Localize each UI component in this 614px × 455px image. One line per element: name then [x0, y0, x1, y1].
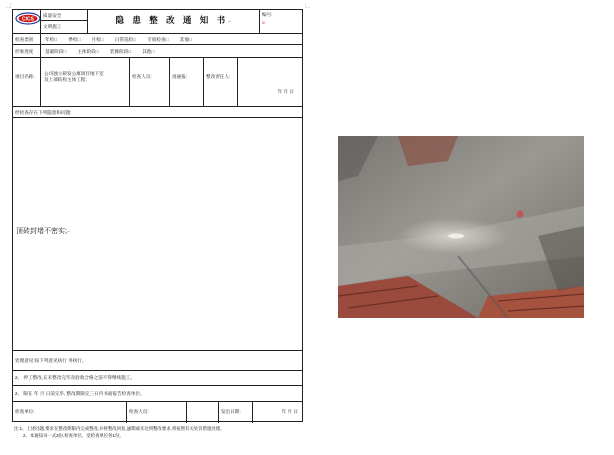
header-category-cell — [40, 10, 87, 33]
inspection-type-option[interactable]: 年检□ — [45, 37, 57, 42]
stage-option[interactable]: 主体阶段□ — [77, 49, 99, 54]
project-inspector-label: 检查人员: — [129, 58, 169, 106]
logo-cell — [13, 10, 40, 33]
inspection-type-option[interactable]: 日常巡检□ — [114, 37, 136, 42]
number-value: α — [262, 20, 265, 25]
project-label: 项目名称: — [15, 74, 35, 79]
stage-option[interactable]: 基础阶段□ — [45, 49, 67, 54]
issue-text: 顶砖封堵不密实; — [16, 228, 67, 235]
civil-title: 文明施工 — [43, 24, 62, 29]
paragraph-mark: ↵ — [228, 19, 232, 24]
handling-opinion: 处理意见:按下列意见执行 务执行。 — [15, 358, 87, 363]
project-row — [13, 58, 302, 107]
inspection-type-option[interactable]: 月检□ — [91, 37, 104, 42]
crop-mark-top-left — [6, 3, 11, 8]
inspection-type-options — [40, 34, 302, 44]
rectification-notice-document — [12, 9, 305, 438]
stage-option[interactable]: 装修阶段□ — [109, 49, 132, 54]
findings-intro-row — [13, 107, 302, 118]
signature-blank-cell — [186, 402, 218, 423]
notice-form — [12, 9, 303, 422]
note-line2: 2、本通知书一式3份,检查单位、受检查单位各1份。 — [23, 433, 124, 438]
handling-opinion-row — [13, 351, 302, 371]
signature-issue-date-label: 发出日期: — [218, 402, 252, 423]
handling-item2: 2、 停工整改,在未整改完毕及验收合格之前不得继续施工。 — [15, 375, 135, 380]
number-cell — [259, 10, 302, 33]
findings-issue — [16, 229, 70, 350]
logo-text: CICS — [22, 16, 34, 23]
paragraph-mark: ↵ — [66, 229, 71, 234]
signature-date: 年 月 日 — [281, 409, 298, 414]
notice-title-cell — [87, 10, 259, 33]
inspection-type-option[interactable]: 季检□ — [68, 37, 81, 42]
project-name-cell — [40, 58, 129, 106]
handling-item3: 2、 限在 年 月 日前完毕, 整改期限完三日内书面报告检查单位。 — [15, 391, 145, 396]
handling-item2-row — [13, 371, 302, 386]
findings-intro: 经检查存在下列隐患和问题: — [15, 110, 72, 115]
inspection-type-option[interactable]: 专项检查□ — [147, 37, 169, 42]
stage-label: 形象进度 — [15, 49, 34, 54]
stage-row — [13, 45, 302, 58]
findings-body-row — [13, 118, 302, 351]
number-label: 编号: — [262, 12, 273, 17]
stage-options — [40, 45, 302, 57]
project-accompany-label: 再通报: — [169, 58, 203, 106]
inspection-type-label: 检查类别 — [15, 37, 34, 42]
note-line1: 注:1、上述问题,要求在整改期限内完成整改,并将整改回复,逾期或未达到整改要求,将按照有关处罚措施处理。 — [14, 426, 225, 431]
project-name-line1: 公司独立研发公寓项目地下室 — [44, 71, 104, 76]
signature-date-cell — [252, 402, 302, 423]
inspection-type-option[interactable]: 其他□ — [179, 37, 192, 42]
inspection-type-row — [13, 34, 302, 45]
project-date: 年 月 日 — [277, 89, 294, 94]
notes — [14, 425, 314, 439]
handling-item3-row — [13, 386, 302, 402]
signature-row — [13, 402, 302, 423]
crop-mark-top-right — [305, 3, 310, 8]
stage-option[interactable]: 其他□ — [142, 49, 155, 54]
signature-inspector-label: 检查人员: — [126, 402, 186, 423]
project-rectifier-label: 整改责任人: — [203, 58, 237, 106]
company-logo — [15, 12, 41, 25]
signature-unit-label: 检查单位: — [15, 409, 35, 414]
site-photo — [338, 136, 584, 318]
header-row — [13, 10, 302, 34]
notice-title: 隐 患 整 改 通 知 书 — [115, 15, 229, 25]
project-date-cell — [237, 58, 302, 106]
project-name-line2: 及上部结构主体工程; — [44, 77, 87, 82]
safety-title: 质量安全 — [41, 10, 87, 21]
